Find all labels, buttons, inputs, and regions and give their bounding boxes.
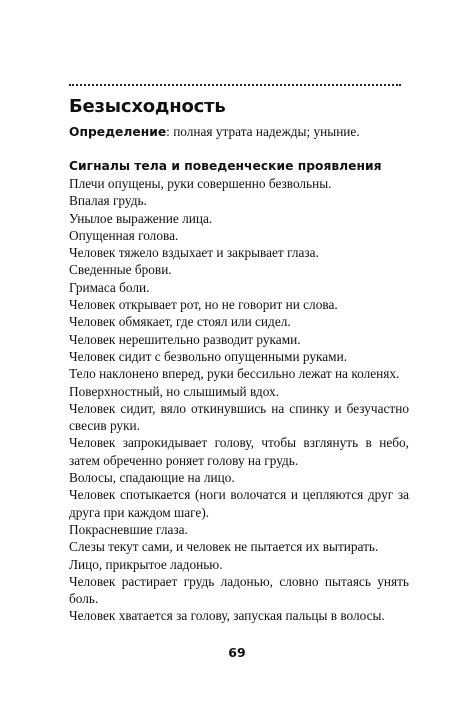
list-item: Гримаса боли. [69, 279, 150, 295]
list-item: Сведенные брови. [69, 262, 172, 278]
page-content [69, 84, 409, 625]
list-item: Человек сидит с безвольно опущенными руками. [69, 348, 348, 364]
definition-label: Определение [69, 125, 167, 139]
list-item: Плечи опущены, руки совершенно безвольны. [69, 176, 332, 191]
list-item: Волосы, спадающие на лицо. [69, 470, 235, 486]
signals-list [69, 175, 409, 625]
definition-text: : полная утрата надежды; уныние. [166, 124, 360, 139]
list-item: Поверхностный, но слышимый вдох. [69, 383, 279, 399]
list-item: Человек сидит, вяло откинувшись на спинку и безучастно свесив руки. [69, 400, 409, 434]
list-item: Человек открывает рот, но не говорит ни слова. [69, 297, 338, 313]
list-item: Тело наклонено вперед, руки бессильно лежат на коленях. [69, 366, 400, 382]
list-item: Человек спотыкается (ноги волочатся и цепляются друг за друга при каждом шаге). [69, 487, 409, 520]
dotted-divider [69, 84, 401, 86]
list-item: Человек нерешительно разводит руками. [69, 331, 301, 347]
list-item: Опущенная голова. [69, 227, 179, 243]
list-item: Впалая грудь. [69, 193, 147, 209]
list-item: Лицо, прикрытое ладонью. [69, 556, 223, 572]
page-title: Безысходность [69, 96, 226, 117]
list-item: Человек хватается за голову, запуская пальцы в волосы. [69, 608, 385, 624]
page-number: 69 [228, 645, 246, 660]
list-item: Человек обмякает, где стоял или сидел. [69, 314, 291, 330]
list-item: Слезы текут сами, и человек не пытается их вытирать. [69, 539, 379, 555]
list-item: Человек запрокидывает голову, чтобы взглянуть в небо, затем обреченно роняет голову на грудь. [69, 435, 409, 468]
definition [69, 123, 409, 141]
section-title: Сигналы тела и поведенческие проявления [69, 159, 382, 173]
list-item: Человек тяжело вздыхает и закрывает глаза. [69, 245, 319, 261]
list-item: Человек растирает грудь ладонью, словно пытаясь унять боль. [69, 573, 409, 607]
list-item: Унылое выражение лица. [69, 210, 213, 226]
list-item: Покрасневшие глаза. [69, 521, 188, 537]
